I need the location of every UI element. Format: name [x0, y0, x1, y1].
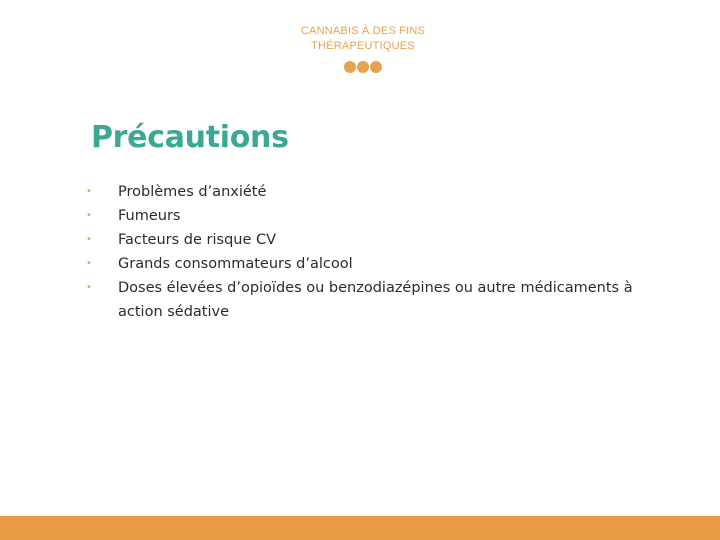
bullet-icon: •	[86, 210, 92, 221]
list-item	[86, 228, 646, 252]
slide-header	[0, 24, 720, 54]
list-item-text: Facteurs de risque CV	[118, 232, 277, 248]
list-item-text: Fumeurs	[118, 208, 181, 224]
list-item	[86, 180, 646, 204]
dot-icon	[370, 61, 382, 73]
slide-title: Précautions	[91, 120, 289, 155]
list-item	[86, 276, 646, 324]
bullet-list	[86, 180, 646, 324]
header-line-2: THÉRAPEUTIQUES	[311, 40, 415, 52]
list-item-text: Doses élevées d’opioïdes ou benzodiazépines ou autre médicaments à action sédative	[118, 280, 633, 320]
list-item-text: Problèmes d’anxiété	[118, 184, 267, 200]
decorative-dots	[344, 61, 384, 73]
list-item	[86, 204, 646, 228]
bullet-icon: •	[86, 282, 92, 293]
bullet-icon: •	[86, 234, 92, 245]
footer-bar	[0, 516, 720, 540]
list-item	[86, 252, 646, 276]
bullet-icon: •	[86, 186, 92, 197]
bullet-icon: •	[86, 258, 92, 269]
dot-icon	[357, 61, 369, 73]
header-line-1: CANNABIS À DES FINS	[300, 25, 426, 37]
list-item-text: Grands consommateurs d’alcool	[118, 256, 353, 272]
dot-icon	[344, 61, 356, 73]
